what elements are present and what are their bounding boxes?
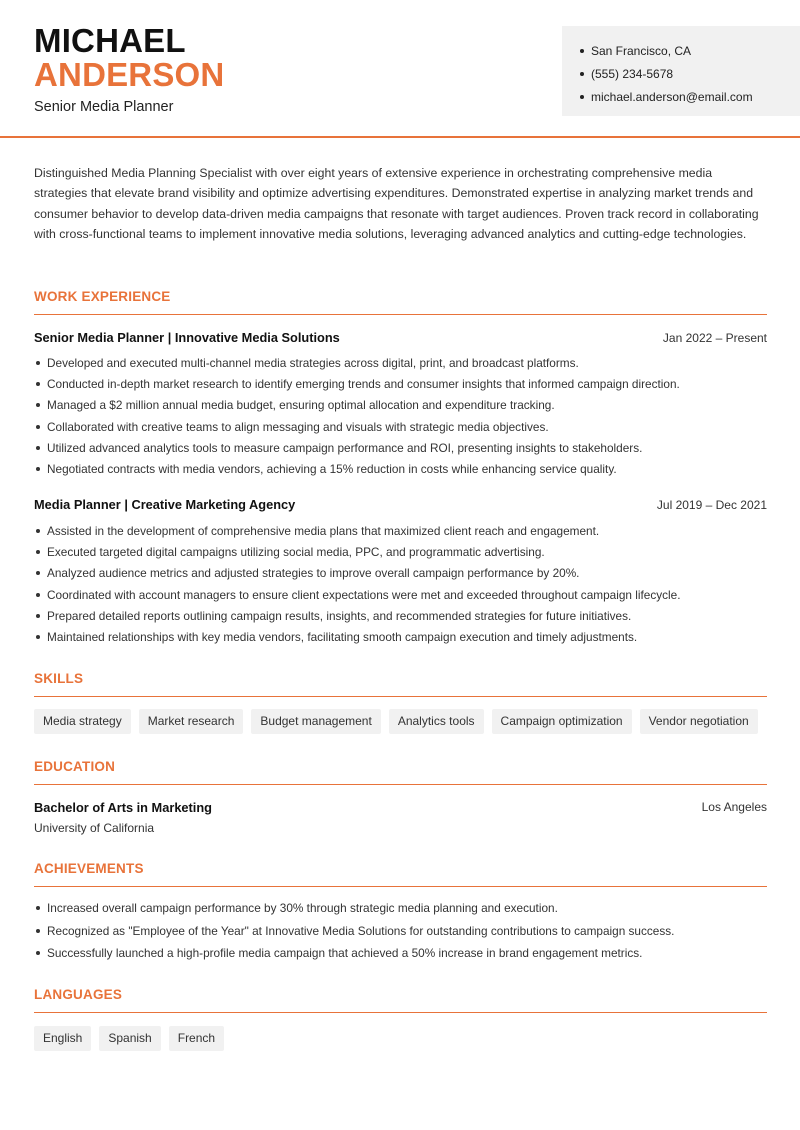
skill-chip: Analytics tools: [389, 709, 484, 734]
last-name: ANDERSON: [34, 56, 225, 93]
list-item: Maintained relationships with key media vendors, facilitating smooth campaign execution and timely adjustments.: [34, 628, 767, 649]
section-title-education: EDUCATION: [34, 759, 767, 785]
skill-chip: Campaign optimization: [492, 709, 632, 734]
job-title: Senior Media Planner: [34, 99, 174, 115]
list-item: Analyzed audience metrics and adjusted strategies to improve overall campaign performance by 20%.: [34, 564, 767, 585]
contact-location: San Francisco, CA: [580, 39, 800, 62]
summary-paragraph: Distinguished Media Planning Specialist with over eight years of extensive experience in orchestrating comprehensive media strategies that elevate brand visibility and optimize advertising expenditures. Demonstrated expertise in analyzing market trends and consumer behavior to develop data-driven media campaigns that resonate with target audiences. Proven track record in collaborating with cross-functional teams to implement innovative media solutions, leveraging advanced analytics and cutting-edge technologies.: [34, 166, 759, 242]
skills-list: [34, 709, 758, 734]
role-date: Jul 2019 – Dec 2021: [656, 498, 767, 512]
language-chip: English: [34, 1026, 91, 1051]
bullet-icon: [580, 49, 584, 53]
education-row: [34, 800, 767, 815]
bullet-icon: [580, 95, 584, 99]
degree: Bachelor of Arts in Marketing: [34, 800, 213, 815]
list-item: Conducted in-depth market research to identify emerging trends and consumer insights that informed campaign direction.: [34, 375, 767, 396]
candidate-name: [34, 24, 224, 92]
list-item: Developed and executed multi-channel media strategies across digital, print, and broadcast platforms.: [34, 354, 767, 375]
list-item: Increased overall campaign performance by 30% through strategic media planning and execution.: [34, 899, 767, 922]
contact-phone: (555) 234-5678: [580, 62, 800, 85]
list-item: Coordinated with account managers to ensure client expectations were met and exceeded throughout campaign lifecycle.: [34, 586, 767, 607]
role-header: [34, 330, 767, 345]
contact-box: [562, 26, 800, 116]
list-item: Prepared detailed reports outlining campaign results, insights, and recommended strategies for future initiatives.: [34, 607, 767, 628]
list-item: Utilized advanced analytics tools to measure campaign performance and ROI, presenting insights to stakeholders.: [34, 439, 767, 460]
role-bullets: [34, 522, 767, 649]
school-name: University of California: [34, 821, 155, 835]
resume-header: [0, 0, 800, 138]
skill-chip: Media strategy: [34, 709, 131, 734]
skill-chip: Market research: [139, 709, 244, 734]
section-title-work: WORK EXPERIENCE: [34, 289, 767, 315]
section-title-skills: SKILLS: [34, 671, 767, 697]
list-item: Managed a $2 million annual media budget, ensuring optimal allocation and expenditure tracking.: [34, 396, 767, 417]
skill-chip: Budget management: [251, 709, 380, 734]
role-title: Media Planner | Creative Marketing Agency: [34, 497, 296, 512]
section-title-languages: LANGUAGES: [34, 987, 767, 1013]
language-chip: French: [169, 1026, 224, 1051]
skill-chip: Vendor negotiation: [640, 709, 758, 734]
role-date: Jan 2022 – Present: [662, 331, 767, 345]
list-item: Executed targeted digital campaigns utilizing social media, PPC, and programmatic advertising.: [34, 543, 767, 564]
achievements-list: [34, 899, 767, 967]
role-title: Senior Media Planner | Innovative Media Solutions: [34, 330, 340, 345]
list-item: Negotiated contracts with media vendors, achieving a 15% reduction in costs while enhancing service quality.: [34, 460, 767, 481]
list-item: Successfully launched a high-profile media campaign that achieved a 50% increase in brand engagement metrics.: [34, 944, 767, 967]
role-bullets: [34, 354, 767, 481]
list-item: Collaborated with creative teams to align messaging and visuals with strategic media objectives.: [34, 418, 767, 439]
list-item: Recognized as "Employee of the Year" at Innovative Media Solutions for outstanding contributions to campaign success.: [34, 922, 767, 945]
languages-list: [34, 1026, 224, 1051]
list-item: Assisted in the development of comprehensive media plans that maximized client reach and engagement.: [34, 522, 767, 543]
first-name: MICHAEL: [34, 22, 186, 59]
language-chip: Spanish: [99, 1026, 160, 1051]
contact-email: michael.anderson@email.com: [580, 85, 800, 108]
role-header: [34, 497, 767, 512]
bullet-icon: [580, 72, 584, 76]
section-title-achievements: ACHIEVEMENTS: [34, 861, 767, 887]
education-location: Los Angeles: [701, 800, 767, 814]
